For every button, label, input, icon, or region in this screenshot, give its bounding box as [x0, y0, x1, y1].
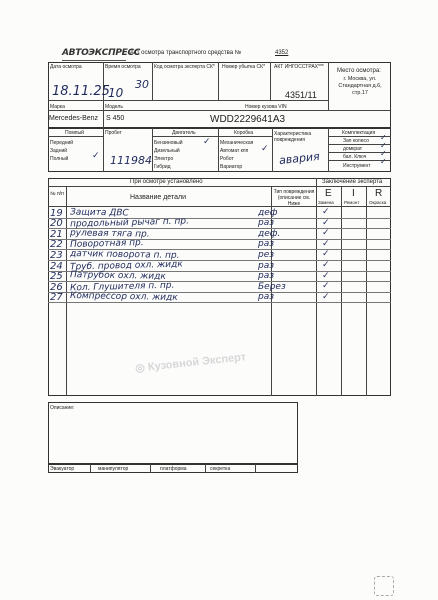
row-number: 21: [50, 228, 63, 240]
place-label: Место осмотра:: [337, 68, 381, 74]
impact-row-front: Передний: [50, 140, 74, 146]
completeness-item-wrench: бал. Ключ: [343, 154, 367, 160]
gearbox-option-robot: Робот: [220, 156, 234, 162]
place-value: г. Москва, ул. Стандартная д.6, стр.17: [338, 76, 382, 96]
row-replace-check: ✓: [322, 238, 330, 249]
logo-text: АВТОЭКСПРЕСС: [62, 48, 141, 58]
col-num-header: № п/п: [50, 191, 64, 197]
section-found-label: При осмотре установлено: [130, 179, 203, 185]
date-label: Дата осмотра: [50, 64, 82, 70]
gearbox-option-cvt: Вариатор: [220, 164, 243, 170]
engine-option-hybrid: Гибрид: [154, 164, 171, 170]
row-number: 25: [50, 271, 63, 283]
damage-type-value: авария: [278, 149, 321, 168]
vin-value: WDD2229641A3: [210, 114, 286, 125]
completeness-item-spare: Зап колесо: [343, 138, 369, 144]
mileage-label: Пробег: [105, 130, 122, 136]
ingosstrakh-label: АКТ ИНГОССТРАХ***: [274, 64, 324, 70]
section-expert-label: Заключение эксперта: [322, 179, 383, 185]
gearbox-label: Коробка: [234, 130, 254, 136]
row-number: 27: [50, 292, 63, 304]
model-value: S 450: [106, 115, 125, 122]
row-damage-type: рез: [258, 249, 275, 260]
engine-option-diesel: Дизельный: [154, 148, 180, 154]
col-name-header: Название детали: [130, 194, 186, 201]
row-part-name: рулевая тяга пр.: [69, 227, 150, 240]
completeness-label: Комплектация: [342, 130, 376, 136]
row-replace-check: ✓: [322, 260, 330, 270]
row-number: 26: [50, 281, 63, 293]
row-damage-type: Берез: [258, 281, 286, 292]
row-number: 23: [50, 249, 63, 261]
secretka-label: секретка: [210, 466, 231, 472]
gearbox-option-auto: Автомат кпп: [220, 148, 249, 154]
row-part-name: Кол. Глушителя п. пр.: [69, 280, 175, 294]
completeness-item-jack: домкрат: [343, 146, 363, 152]
row-part-name: Защита ДВС: [69, 206, 129, 219]
damage-type-label: Характеристика повреждения: [274, 131, 312, 143]
engine-petrol-check: ✓: [203, 137, 211, 147]
watermark-icon: ◎: [134, 361, 146, 375]
act-number: 4352: [275, 50, 289, 56]
engine-option-petrol: Бензиновый: [154, 140, 183, 146]
row-number: 24: [50, 260, 63, 272]
evacuator-label: Эвакуатор: [50, 466, 75, 472]
company-logo: [62, 42, 140, 61]
row-part-name: Поворотная пр.: [69, 238, 144, 251]
row-damage-type: раз: [258, 260, 275, 271]
impact-row-full: Полный: [50, 156, 69, 162]
row-replace-check: ✓: [322, 228, 330, 239]
time-minutes-value: 30: [135, 78, 149, 91]
row-divider: [48, 302, 391, 303]
row-damage-type: раз: [258, 218, 275, 229]
col-damage-header: Тип повреждения (описание см. Ниже: [273, 189, 315, 207]
col-e-header: E: [325, 188, 332, 199]
row-replace-check: ✓: [322, 249, 330, 260]
platform-label: платформа: [160, 466, 187, 472]
row-damage-type: раз: [258, 292, 275, 303]
stamp-mark: [374, 576, 394, 596]
time-label: Время осмотра: [105, 64, 141, 70]
col-repair-header: Ремонт: [344, 200, 360, 205]
watermark: ◎ Кузовной Эксперт: [134, 351, 247, 375]
col-replace-header: Замена: [318, 200, 334, 205]
row-damage-type: деф: [258, 207, 278, 218]
row-damage-type: раз: [258, 239, 275, 250]
col-i-header: I: [352, 188, 355, 199]
col-r-header: R: [375, 188, 383, 199]
row-part-name: Патрубок охл. жидк: [69, 270, 166, 282]
vin-label: Номер кузова VIN: [245, 104, 287, 110]
description-label: Описание:: [50, 405, 75, 411]
row-part-name: датчик поворота п. пр.: [69, 248, 180, 261]
row-replace-check: ✓: [322, 217, 330, 228]
row-replace-check: ✓: [322, 281, 330, 292]
impact-row-rear: Задний: [50, 148, 68, 154]
time-hours-value: 10: [108, 86, 124, 100]
impact-full-check: ✓: [92, 151, 100, 161]
sk-expert-code-label: Код осмотра эксперта СК*: [154, 64, 215, 70]
col-paint-header: Окраска: [369, 200, 387, 205]
model-label: Модель: [105, 104, 123, 110]
row-damage-type: раз: [258, 271, 275, 282]
row-number: 22: [50, 239, 63, 251]
row-part-name: продольный рычаг п. пр.: [69, 216, 190, 230]
row-replace-check: ✓: [322, 291, 330, 302]
manipulator-label: манипулятор: [98, 466, 129, 472]
ingosstrakh-value: 4351/11: [285, 90, 317, 100]
completeness-item-tools: Инструмент: [343, 163, 371, 169]
make-label: Марка: [50, 104, 65, 110]
engine-label: Двигатель: [172, 130, 196, 136]
description-box: [48, 402, 298, 464]
row-number: 20: [50, 218, 63, 230]
engine-option-electric: Электро: [154, 156, 174, 162]
row-replace-check: ✓: [322, 207, 330, 217]
row-part-name: Труб. провод охл. жидк: [69, 259, 183, 272]
sk-loss-number-label: Номер убытка СК*: [222, 64, 266, 70]
row-replace-check: ✓: [322, 270, 330, 281]
make-value: Mercedes-Benz: [49, 115, 99, 122]
form-title: Акт осмотра транспортного средства №: [130, 50, 242, 56]
impact-header: Помпый: [65, 130, 84, 136]
gearbox-option-manual: Механическая: [220, 140, 254, 146]
date-value: 18.11.25: [52, 84, 110, 99]
gearbox-auto-check: ✓: [261, 144, 269, 154]
completeness-checks: ✓ ✓ ✓ ✓: [380, 133, 387, 166]
row-part-name: Компрессор охл. жидк: [69, 291, 178, 304]
row-damage-type: деф.: [258, 228, 281, 239]
mileage-value: 111984: [110, 154, 152, 167]
row-number: 19: [50, 207, 63, 219]
